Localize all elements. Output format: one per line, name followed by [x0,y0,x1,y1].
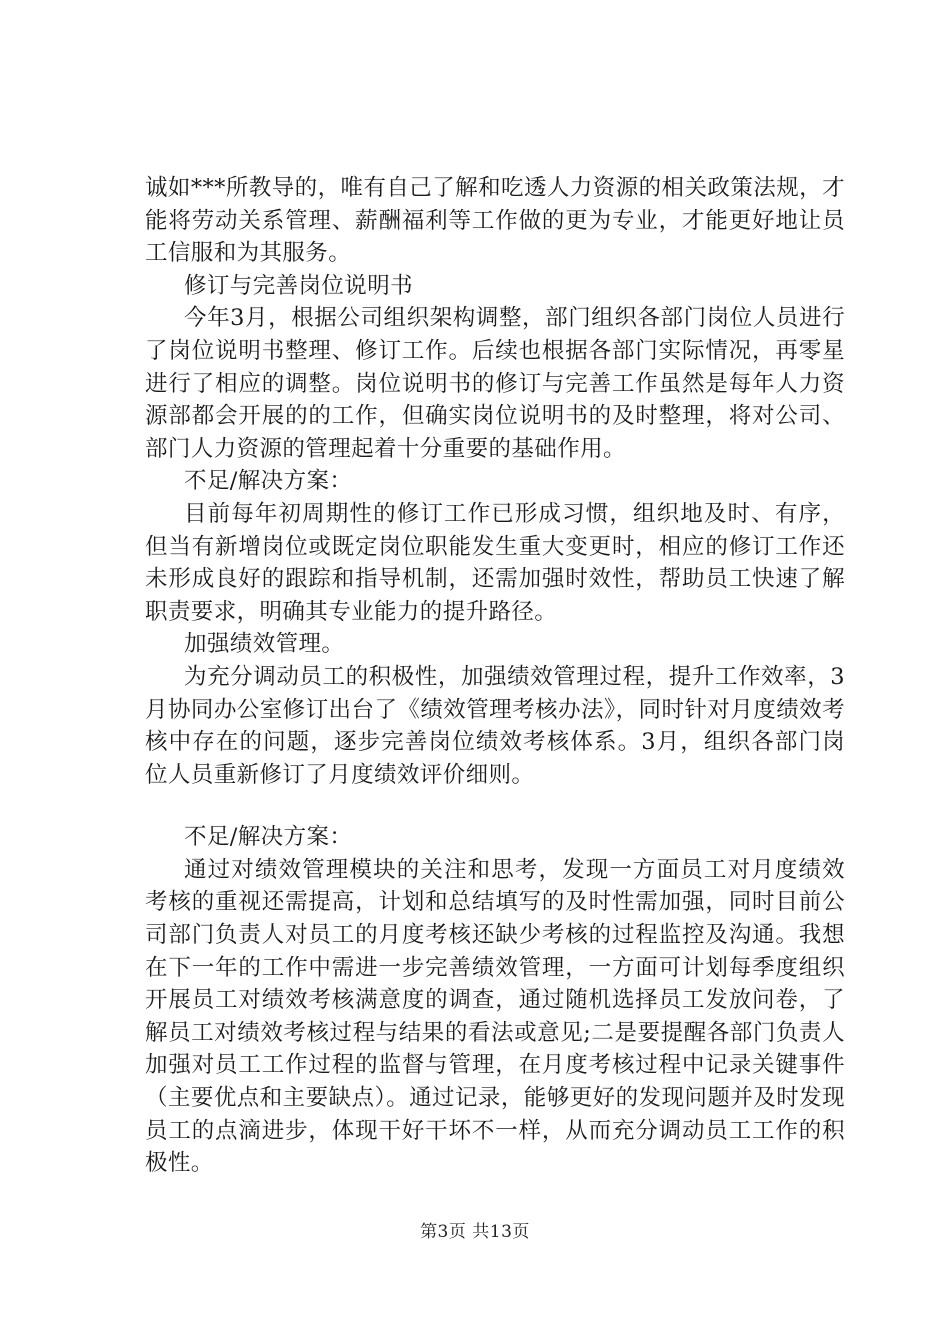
paragraph-shortcoming-2: 通过对绩效管理模块的关注和思考，发现一方面员工对月度绩效考核的重视还需提高，计划和总结填写的及时性需加强，同时目前公司部门负责人对员工的月度考核还缺少考核的过程监控及沟通。我想在下一年的工作中需进一步完善绩效管理，一方面可计划每季度组织开展员工对绩效考核满意度的调查，通过随机选择员工发放问卷，了解员工对绩效考核过程与结果的看法或意见;二是要提醒各部门负责人加强对员工工作过程的监督与管理，在月度考核过程中记录关键事件（主要优点和主要缺点）。通过记录，能够更好的发现问题并及时发现员工的点滴进步，体现干好干坏不一样，从而充分调动员工工作的积极性。 [145,856,845,1177]
paragraph-performance-management: 为充分调动员工的积极性，加强绩效管理过程，提升工作效率，3月协同办公室修订出台了《绩效管理考核办法》，同时针对月度绩效考核中存在的问题，逐步完善岗位绩效考核体系。3月，组织各部门岗位人员重新修订了月度绩效评价细则。 [145,663,845,788]
page-number-footer: 第3页 共13页 [420,1222,530,1242]
paragraph-intro-continuation: 诚如***所教导的，唯有自己了解和吃透人力资源的相关政策法规，才能将劳动关系管理、薪酬福利等工作做的更为专业，才能更好地让员工信服和为其服务。 [145,175,845,267]
document-body [145,172,845,1180]
blank-line [145,791,845,821]
paragraph-shortcoming-1: 目前每年初周期性的修订工作已形成习惯，组织地及时、有序，但当有新增岗位或既定岗位职能发生重大变更时，相应的修订工作还未形成良好的跟踪和指导机制，还需加强时效性，帮助员工快速了解职责要求，明确其专业能力的提升路径。 [145,500,845,625]
heading-shortcoming-solution-2: 不足/解决方案： [184,824,353,851]
paragraph-job-description: 今年3月，根据公司组织架构调整，部门组织各部门岗位人员进行了岗位说明书整理、修订工作。后续也根据各部门实际情况，再零星进行了相应的调整。岗位说明书的修订与完善工作虽然是每年人力资源部都会开展的的工作，但确实岗位说明书的及时整理，将对公司、部门人力资源的管理起着十分重要的基础作用。 [145,305,845,462]
heading-performance-management: 加强绩效管理。 [184,631,345,658]
heading-shortcoming-solution-1: 不足/解决方案： [184,468,353,495]
heading-job-description: 修订与完善岗位说明书 [184,272,414,299]
